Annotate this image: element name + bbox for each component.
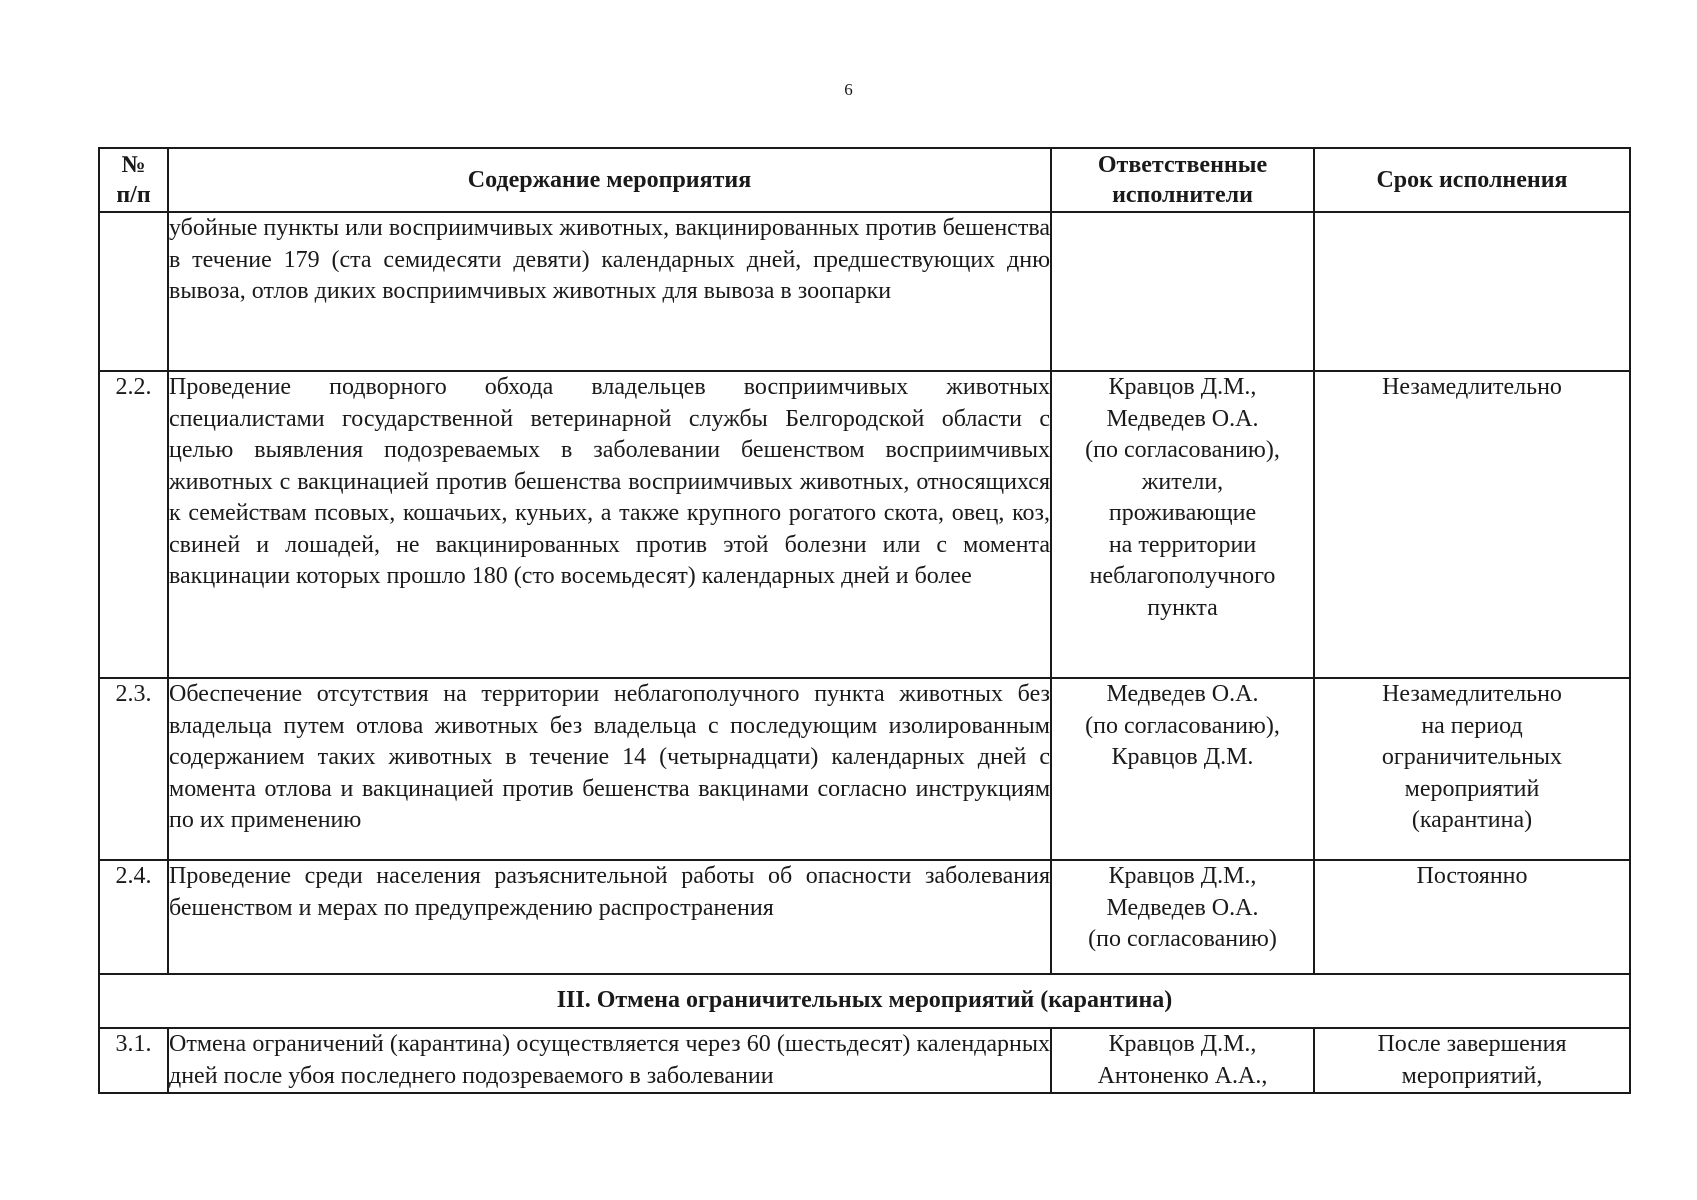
row-number: 2.4.	[99, 860, 168, 974]
responsible-line: Медведев О.А.	[1106, 894, 1259, 921]
page-number: 6	[844, 80, 853, 99]
responsible-line: на территории	[1108, 531, 1257, 558]
responsible-line: неблагополучного	[1089, 563, 1276, 589]
deadline-line: Незамедлительно	[1382, 681, 1562, 707]
table-row	[99, 860, 1630, 974]
responsible-line: жители,	[1141, 468, 1224, 495]
header-number-line: п/п	[116, 182, 151, 208]
row-content: Обеспечение отсутствия на территории неблагополучного пункта животных без владельца путем отлова животных без владельца с последующим изолированным содержанием таких животных в течение 14 (четырнадцати) календарных дней с момента отлова и вакцинацией против бешенства вакцинами согласно инструкциям по их применению	[168, 678, 1051, 860]
responsible-line: проживающие	[1108, 500, 1257, 526]
header-number	[99, 148, 168, 212]
table-row	[99, 371, 1630, 678]
row-number: 3.1.	[99, 1028, 168, 1093]
responsible-line: пункта	[1147, 594, 1218, 621]
measures-table	[98, 147, 1631, 1094]
responsible-line: Кравцов Д.М.,	[1108, 1031, 1257, 1057]
section-title: III. Отмена ограничительных мероприятий (карантина)	[99, 974, 1630, 1028]
responsible-line: Антоненко А.А.,	[1097, 1062, 1268, 1089]
row-responsible	[1051, 212, 1314, 371]
table-header-row	[99, 148, 1630, 212]
deadline-line: мероприятий	[1404, 775, 1540, 802]
deadline-line: ограничительных	[1381, 744, 1563, 770]
responsible-line: (по согласованию)	[1088, 926, 1277, 952]
row-responsible	[1051, 678, 1314, 860]
row-deadline	[1314, 371, 1630, 678]
row-number: 2.2.	[99, 371, 168, 678]
responsible-line: Кравцов Д.М.	[1111, 744, 1254, 770]
table-row	[99, 1028, 1630, 1093]
row-responsible	[1051, 1028, 1314, 1093]
deadline-line: Постоянно	[1416, 863, 1528, 889]
row-deadline	[1314, 678, 1630, 860]
table-row-continuation	[99, 212, 1630, 371]
row-content: Проведение подворного обхода владельцев восприимчивых животных специалистами государственной ветеринарной службы Белгородской области с целью выявления подозреваемых в заболевании бешенством восприимчивых животных с вакцинацией против бешенства восприимчивых животных, относящихся к семействам псовых, кошачьих, куньих, а также крупного рогатого скота, овец, коз, свиней и лошадей, не вакцинированных против этой болезни или с момента вакцинации которых прошло 180 (сто восемьдесят) календарных дней и более	[168, 371, 1051, 678]
row-responsible	[1051, 371, 1314, 678]
responsible-line: Кравцов Д.М.,	[1108, 863, 1257, 889]
header-responsible	[1051, 148, 1314, 212]
row-content: Отмена ограничений (карантина) осуществляется через 60 (шестьдесят) календарных дней после убоя последнего подозреваемого в заболевании	[168, 1028, 1051, 1093]
responsible-line: (по согласованию),	[1085, 712, 1280, 739]
responsible-line: Медведев О.А.	[1106, 681, 1259, 707]
row-deadline	[1314, 212, 1630, 371]
row-number	[99, 212, 168, 371]
row-content: Проведение среди населения разъяснительной работы об опасности заболевания бешенством и мерах по предупреждению распространения	[168, 860, 1051, 974]
row-deadline	[1314, 1028, 1630, 1093]
deadline-line: (карантина)	[1411, 807, 1533, 833]
deadline-line: Незамедлительно	[1382, 374, 1562, 400]
row-content: убойные пункты или восприимчивых животных, вакцинированных против бешенства в течение 179 (ста семидесяти девяти) календарных дней, предшествующих дню вывоза, отлов диких восприимчивых животных для вывоза в зоопарки	[168, 212, 1051, 371]
header-responsible-line: Ответственные	[1097, 152, 1268, 178]
header-deadline: Срок исполнения	[1314, 148, 1630, 212]
row-number: 2.3.	[99, 678, 168, 860]
deadline-line: мероприятий,	[1401, 1062, 1543, 1089]
header-responsible-line: исполнители	[1112, 182, 1253, 208]
table-row	[99, 678, 1630, 860]
row-deadline	[1314, 860, 1630, 974]
header-number-line: №	[121, 152, 146, 178]
header-content: Содержание мероприятия	[168, 148, 1051, 212]
responsible-line: (по согласованию),	[1085, 437, 1280, 463]
deadline-line: на период	[1421, 712, 1523, 739]
section-header-row	[99, 974, 1630, 1028]
row-responsible	[1051, 860, 1314, 974]
responsible-line: Медведев О.А.	[1106, 405, 1259, 432]
responsible-line: Кравцов Д.М.,	[1108, 374, 1257, 400]
deadline-line: После завершения	[1377, 1031, 1567, 1057]
